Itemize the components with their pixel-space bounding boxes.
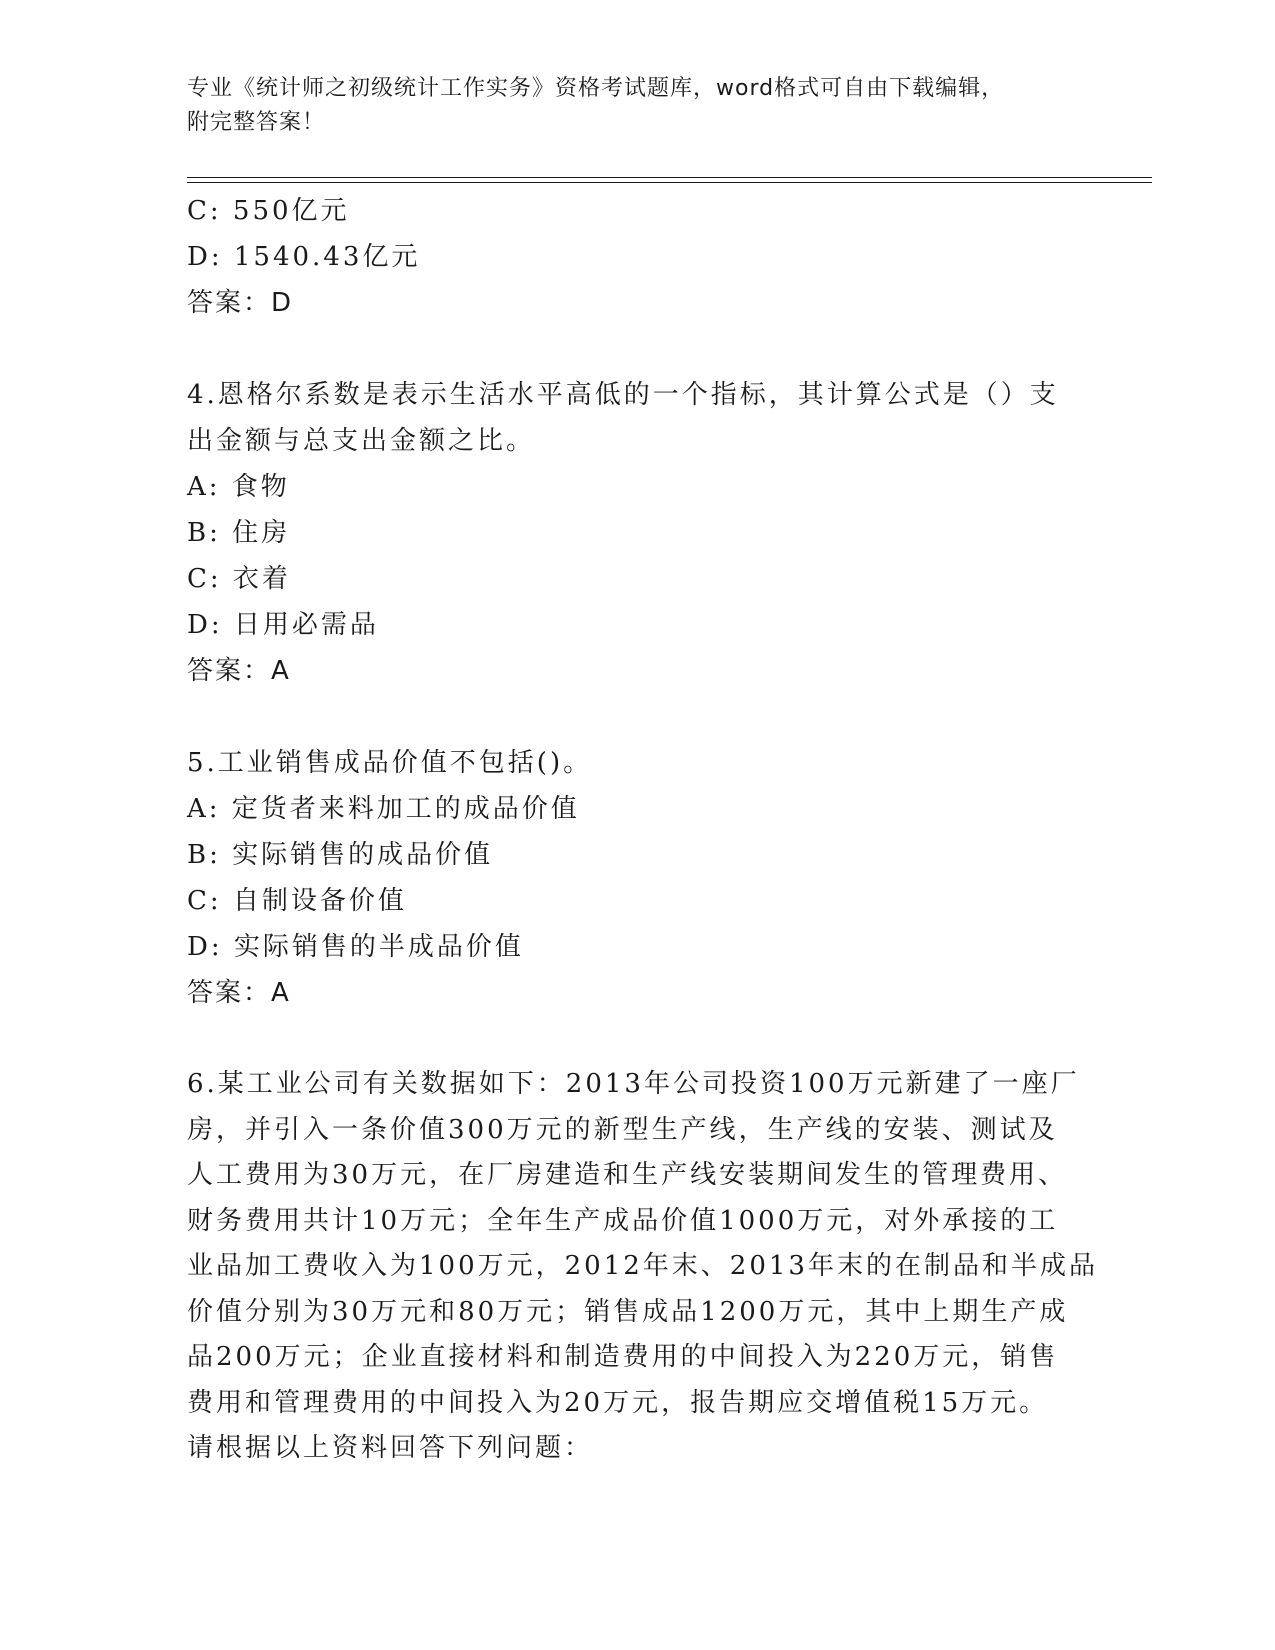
q6-line: 财务费用共计10万元；全年生产成品价值1000万元，对外承接的工	[187, 1205, 1059, 1236]
q3-answer: 答案：D	[187, 288, 294, 318]
header-divider-bottom	[187, 182, 1152, 183]
q4-answer: 答案：A	[187, 656, 291, 686]
q5-answer: 答案：A	[187, 978, 291, 1008]
page-header	[187, 72, 1067, 140]
spacer	[187, 694, 1087, 740]
q4-stem-line-1: 4.恩格尔系数是表示生活水平高低的一个指标，其计算公式是（）支	[187, 380, 1059, 410]
header-line-2: 附完整答案！	[187, 110, 326, 135]
spacer	[187, 1016, 1087, 1062]
q4-option-b: B: 住房	[187, 518, 291, 548]
spacer	[187, 326, 1087, 372]
q6-line: 人工费用为30万元，在厂房建造和生产线安装期间发生的管理费用、	[187, 1160, 1068, 1190]
header-divider-top	[187, 177, 1152, 178]
q6-line: 请根据以上资料回答下列问题：	[187, 1433, 594, 1463]
q3-option-d: D: 1540.43亿元	[187, 242, 421, 272]
q6-line: 费用和管理费用的中间投入为20万元，报告期应交增值税15万元。	[187, 1387, 1049, 1418]
q5-option-c: C: 自制设备价值	[187, 886, 407, 916]
q4-option-a: A: 食物	[187, 472, 290, 502]
q6-line: 价值分别为30万元和80万元；销售成品1200万元，其中上期生产成	[187, 1296, 1069, 1327]
q6-line: 6.某工业公司有关数据如下：2013年公司投资100万元新建了一座厂	[187, 1069, 1080, 1099]
question-5	[187, 740, 1087, 1016]
q5-option-d: D: 实际销售的半成品价值	[187, 932, 524, 962]
q4-stem-line-2: 出金额与总支出金额之比。	[187, 426, 536, 456]
q5-stem: 5.工业销售成品价值不包括()。	[187, 748, 593, 778]
q6-line: 品200万元；企业直接材料和制造费用的中间投入为220万元，销售	[187, 1342, 1059, 1372]
q6-line: 房，并引入一条价值300万元的新型生产线，生产线的安装、测试及	[187, 1114, 1058, 1145]
q4-option-c: C: 衣着	[187, 564, 291, 594]
q5-option-b: B: 实际销售的成品价值	[187, 840, 494, 870]
q4-option-d: D: 日用必需品	[187, 610, 379, 640]
question-6	[187, 1062, 1098, 1472]
q3-option-c: C: 550亿元	[187, 196, 350, 226]
q6-line: 业品加工费收入为100万元，2012年末、2013年末的在制品和半成品	[187, 1251, 1098, 1281]
question-3-tail	[187, 188, 1087, 326]
header-line-1: 专业《统计师之初级统计工作实务》资格考试题库，word格式可自由下载编辑，	[187, 76, 1005, 101]
question-4	[187, 372, 1087, 694]
q5-option-a: A: 定货者来料加工的成品价值	[187, 794, 580, 824]
document-body	[187, 188, 1098, 1472]
